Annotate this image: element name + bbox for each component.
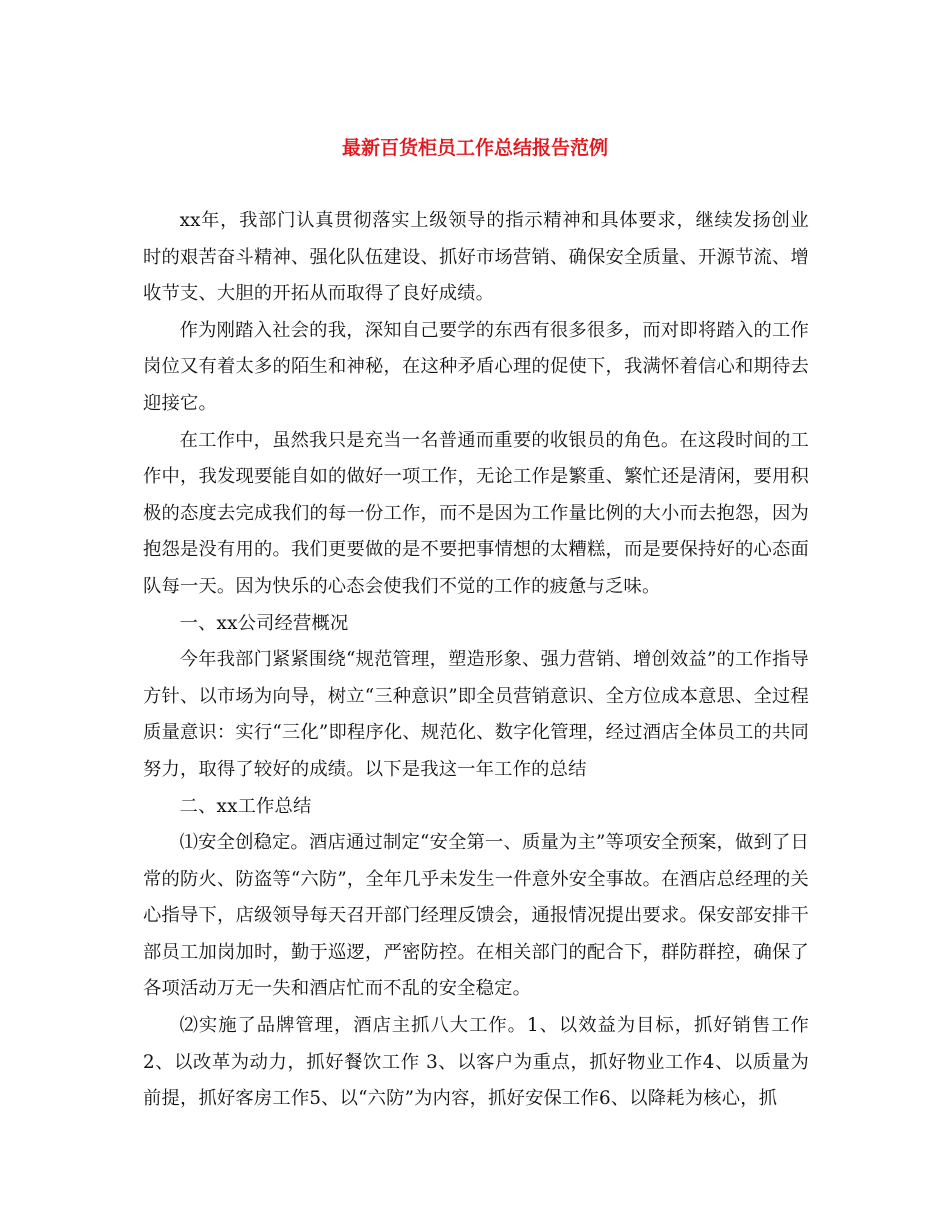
paragraph-overview: 今年我部门紧紧围绕“规范管理，塑造形象、强力营销、增创效益”的工作指导方针、以市场为向导，树立“三种意识”即全员营销意识、全方位成本意思、全过程质量意识：实行“三化”即程序化、规范化、数字化管理，经过酒店全体员工的共同努力，取得了较好的成绩。以下是我这一年工作的总结 xyxy=(143,649,809,780)
paragraph-new-employee: 作为刚踏入社会的我，深知自己要学的东西有很多很多，而对即将踏入的工作岗位又有着太多的陌生和神秘，在这种矛盾心理的促使下，我满怀着信心和期待去迎接它。 xyxy=(143,319,809,414)
paragraph-cashier-work: 在工作中，虽然我只是充当一名普通而重要的收银员的角色。在这段时间的工作中，我发现要能自如的做好一项工作，无论工作是繁重、繁忙还是清闲，要用积极的态度去完成我们的每一份工作，而不是因为工作量比例的大小而去抱怨，因为抱怨是没有用的。我们更要做的是不要把事情想的太糟糕，而是要保持好的心态面队每一天。因为快乐的心态会使我们不觉的工作的疲惫与乏味。 xyxy=(143,429,809,597)
paragraph-brand-management: ⑵实施了品牌管理，酒店主抓八大工作。1、以效益为目标，抓好销售工作2、以改革为动力，抓好餐饮工作 3、以客户为重点，抓好物业工作4、以质量为前提，抓好客房工作5、以“六防”为内容，抓好安保工作6、以降耗为核心，抓 xyxy=(143,1015,809,1110)
document-title: 最新百货柜员工作总结报告范例 xyxy=(341,137,608,159)
paragraph-safety: ⑴安全创稳定。酒店通过制定“安全第一、质量为主”等项安全预案，做到了日常的防火、防盗等“六防”，全年几乎未发生一件意外安全事故。在酒店总经理的关心指导下，店级领导每天召开部门经理反馈会，通报情况提出要求。保安部安排干部员工加岗加时，勤于巡逻，严密防控。在相关部门的配合下，群防群控，确保了各项活动万无一失和酒店忙而不乱的安全稳定。 xyxy=(143,832,809,1000)
paragraph-intro: xx年，我部门认真贯彻落实上级领导的指示精神和具体要求，继续发扬创业时的艰苦奋斗精神、强化队伍建设、抓好市场营销、确保安全质量、开源节流、增收节支、大胆的开拓从而取得了良好成绩。 xyxy=(143,210,809,305)
document-body xyxy=(143,203,809,1118)
section-heading-overview: 一、xx公司经营概况 xyxy=(179,612,349,634)
section-heading-summary: 二、xx工作总结 xyxy=(179,795,312,817)
